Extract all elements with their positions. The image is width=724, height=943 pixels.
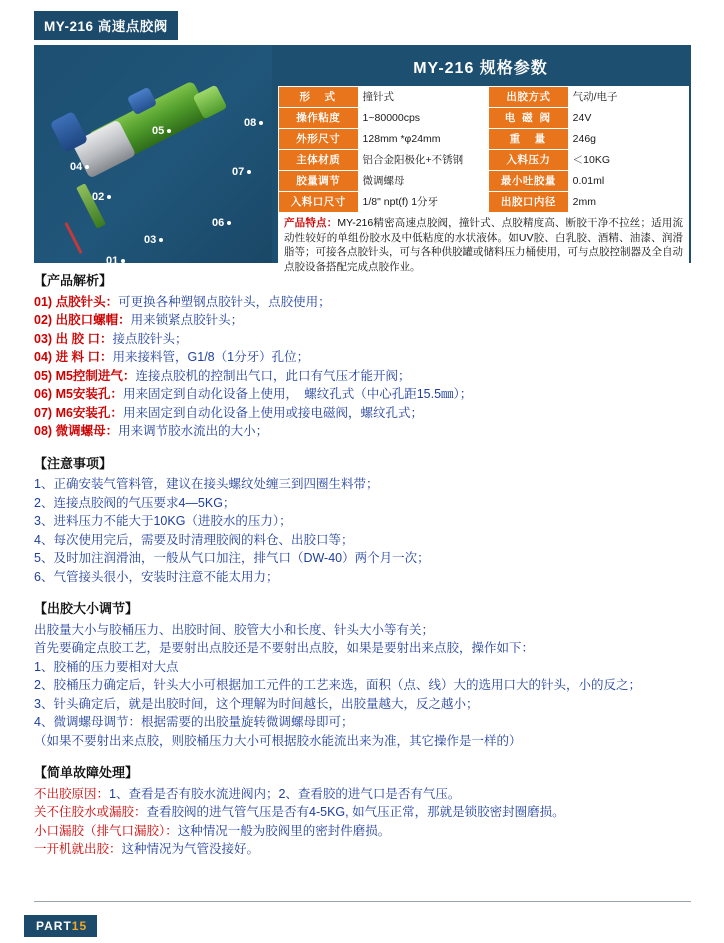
spec-value: 2mm xyxy=(568,192,688,213)
list-item: 4、每次使用完后，需要及时清理胶阀的料仓、出胶口等； xyxy=(34,532,354,547)
spec-value: 246g xyxy=(568,129,688,150)
item-key: M5控制进气： xyxy=(55,368,136,383)
item-key: M5安装孔： xyxy=(55,387,123,401)
spec-value: 0.01ml xyxy=(568,171,688,192)
item-value: 用来接料管，G1/8（1分牙）孔位； xyxy=(112,350,310,364)
section-heading-adjustment: 【出胶大小调节】 xyxy=(34,601,139,616)
item-key: 进 料 口： xyxy=(55,350,113,364)
callout-dot-icon xyxy=(121,259,125,263)
list-item xyxy=(34,348,694,367)
spec-value: 24V xyxy=(568,108,688,129)
callout-02: 02 xyxy=(92,191,111,203)
spacer xyxy=(34,586,694,600)
spec-area xyxy=(272,45,691,273)
list-item: 1、正确安装气管料管，建议在接头螺纹处缠三到四圈生料带； xyxy=(34,477,379,491)
footer-page-marker xyxy=(24,915,97,937)
header-underline xyxy=(34,36,174,38)
item-value: 用来锁紧点胶针头； xyxy=(130,313,244,327)
item-key: 微调螺母： xyxy=(55,424,119,438)
list-item: 3、进料压力不能大于10KG（进胶水的压力）； xyxy=(34,514,292,528)
item-key: 出胶口螺帽： xyxy=(55,313,131,327)
spacer xyxy=(34,750,694,764)
table-row xyxy=(279,129,689,150)
callout-dot-icon xyxy=(159,238,163,242)
spec-value: 微调螺母 xyxy=(358,171,489,192)
item-value: 可更换各种塑钢点胶针头，点胶使用； xyxy=(118,294,331,309)
table-row xyxy=(279,108,689,129)
section-heading-notes: 【注意事项】 xyxy=(34,455,113,471)
fault-value: 1、查看是否有胶水流进阀内；2、查看胶的进气口是否有气压。 xyxy=(109,786,461,801)
list-item xyxy=(34,385,694,404)
item-number: 08) xyxy=(34,424,53,438)
spec-key: 最小吐胶量 xyxy=(489,171,569,192)
callout-05: 05 xyxy=(152,125,171,137)
spec-key: 入料口尺寸 xyxy=(279,192,359,213)
item-key: 点胶针头： xyxy=(55,294,119,309)
fault-value: 查看胶阀的进气管气压是否有4-5KG, 如气压正常，那就是锁胶密封圈磨损。 xyxy=(146,805,565,819)
spec-value: 1~80000cps xyxy=(358,108,489,129)
list-item: 1、胶桶的压力要相对大点 xyxy=(34,659,179,674)
item-value: 接点胶针头； xyxy=(112,331,188,346)
spec-value: 撞针式 xyxy=(358,87,489,108)
list-item xyxy=(34,822,694,841)
item-key: M6安装孔： xyxy=(55,405,123,420)
callout-dot-icon xyxy=(167,129,171,133)
callout-dot-icon xyxy=(259,121,263,125)
section-heading-analysis: 【产品解析】 xyxy=(34,273,113,288)
spec-value: 1/8" npt(f) 1分牙 xyxy=(358,192,489,213)
list-item: 5、及时加注润滑油，一般从气口加注，排气口（DW-40）两个月一次； xyxy=(34,551,430,565)
item-number: 04) xyxy=(34,350,53,364)
spec-value: 铝合金阳极化+不锈钢 xyxy=(358,150,489,171)
callout-dot-icon xyxy=(227,221,231,225)
spec-value: 气动/电子 xyxy=(568,87,688,108)
fault-list xyxy=(34,785,694,859)
body-content xyxy=(34,272,694,859)
spec-key: 外形尺寸 xyxy=(279,129,359,150)
callout-dot-icon xyxy=(85,165,89,169)
spec-key: 操作粘度 xyxy=(279,108,359,129)
item-number: 06) xyxy=(34,387,53,401)
list-item xyxy=(34,311,694,330)
section-heading-troubleshooting: 【简单故障处理】 xyxy=(34,765,139,780)
spacer xyxy=(34,441,694,455)
feature-label: 产品特点： xyxy=(284,217,338,229)
fault-key: 关不住胶水或漏胶： xyxy=(34,805,147,819)
list-item xyxy=(34,367,694,386)
list-item: 2、胶桶压力确定后，针头大小可根据加工元件的工艺来选，面积（点、线）大的选用口大的针头，小的反之； xyxy=(34,678,641,692)
spec-value: 128mm *φ24mm xyxy=(358,129,489,150)
spec-table xyxy=(278,86,689,213)
callout-dot-icon xyxy=(107,195,111,199)
spec-value: ＜10KG xyxy=(568,150,688,171)
spec-key: 重 量 xyxy=(489,129,569,150)
spec-key: 主体材质 xyxy=(279,150,359,171)
spec-key: 出胶方式 xyxy=(489,87,569,108)
list-item: （如果不要射出来点胶，则胶桶压力大小可根据胶水能流出来为准，其它操作是一样的） xyxy=(34,733,522,748)
callout-08: 08 xyxy=(244,117,263,129)
fault-value: 这种情况一般为胶阀里的密封件磨损。 xyxy=(177,823,391,838)
table-row xyxy=(279,150,689,171)
spec-key: 入料压力 xyxy=(489,150,569,171)
feature-box xyxy=(278,213,689,279)
list-item xyxy=(34,785,694,804)
list-item: 4、微调螺母调节：根据需要的出胶量旋转微调螺母即可； xyxy=(34,715,354,729)
list-item: 2、连接点胶阀的气压要求4—5KG； xyxy=(34,495,236,510)
list-item: 3、针头确定后，就是出胶时间，这个理解为时间越长，出胶量越大，反之越小； xyxy=(34,696,479,711)
list-item xyxy=(34,840,694,859)
list-item xyxy=(34,293,694,312)
item-number: 01) xyxy=(34,294,53,309)
list-item: 6、气管接头很小，安装时注意不能太用力； xyxy=(34,569,279,584)
spec-key: 电 磁 阀 xyxy=(489,108,569,129)
item-value: 用来调节胶水流出的大小； xyxy=(118,424,269,438)
list-item xyxy=(34,330,694,349)
fault-key: 一开机就出胶： xyxy=(34,842,122,856)
list-item xyxy=(34,422,694,441)
feature-text: MY-216精密高速点胶阀，撞针式、点胶精度高、断胶干净不拉丝；适用流动性较好的单组份胶水及中低粘度的水状液体。如UV胶、白乳胶、酒精、油漆、润滑脂等；可接各点胶针头，可与各种供胶罐或储料压力桶使用，可与点胶控制器及全自动点胶设备搭配完成点胶作业。 xyxy=(284,217,683,273)
spec-key: 出胶口内径 xyxy=(489,192,569,213)
item-number: 02) xyxy=(34,313,53,327)
fault-key: 小口漏胶（排气口漏胶）： xyxy=(34,823,178,838)
callout-03: 03 xyxy=(144,234,163,246)
callout-01: 01 xyxy=(106,255,125,263)
spec-title: MY-216 规格参数 xyxy=(413,60,548,77)
item-key: 出 胶 口： xyxy=(55,331,113,346)
footer-divider xyxy=(34,901,691,902)
fault-value: 这种情况为气管没接好。 xyxy=(121,842,260,856)
callout-06: 06 xyxy=(212,217,231,229)
list-item: 出胶量大小与胶桶压力、出胶时间、胶管大小和长度、针头大小等有关； xyxy=(34,622,435,637)
item-number: 03) xyxy=(34,331,53,346)
notes-list xyxy=(34,475,694,586)
product-panel xyxy=(34,45,691,273)
item-value: 用来固定到自动化设备上使用或接电磁阀，螺纹孔式； xyxy=(122,405,423,420)
item-value: 连接点胶机的控制出气口，此口有气压才能开阀； xyxy=(135,368,411,383)
footer-label: PART xyxy=(36,919,72,933)
page-title: MY-216 高速点胶阀 xyxy=(34,11,178,40)
product-photo xyxy=(34,45,272,263)
spec-key: 胶量调节 xyxy=(279,171,359,192)
item-number: 07) xyxy=(34,405,53,420)
table-row xyxy=(279,192,689,213)
fault-key: 不出胶原因： xyxy=(34,786,110,801)
callout-04: 04 xyxy=(70,161,89,173)
table-row xyxy=(279,171,689,192)
list-item xyxy=(34,404,694,423)
list-item xyxy=(34,803,694,822)
callout-dot-icon xyxy=(247,170,251,174)
analysis-list xyxy=(34,293,694,441)
page-number: 15 xyxy=(71,919,88,933)
adjustment-list xyxy=(34,621,694,751)
table-row xyxy=(279,87,689,108)
list-item: 首先要确定点胶工艺，是要射出点胶还是不要射出点胶，如果是要射出来点胶，操作如下： xyxy=(34,641,535,655)
item-value: 用来固定到自动化设备上使用， 螺纹孔式（中心孔距15.5㎜）； xyxy=(122,387,473,401)
callout-07: 07 xyxy=(232,166,251,178)
item-number: 05) xyxy=(34,368,53,383)
spec-key: 形 式 xyxy=(279,87,359,108)
